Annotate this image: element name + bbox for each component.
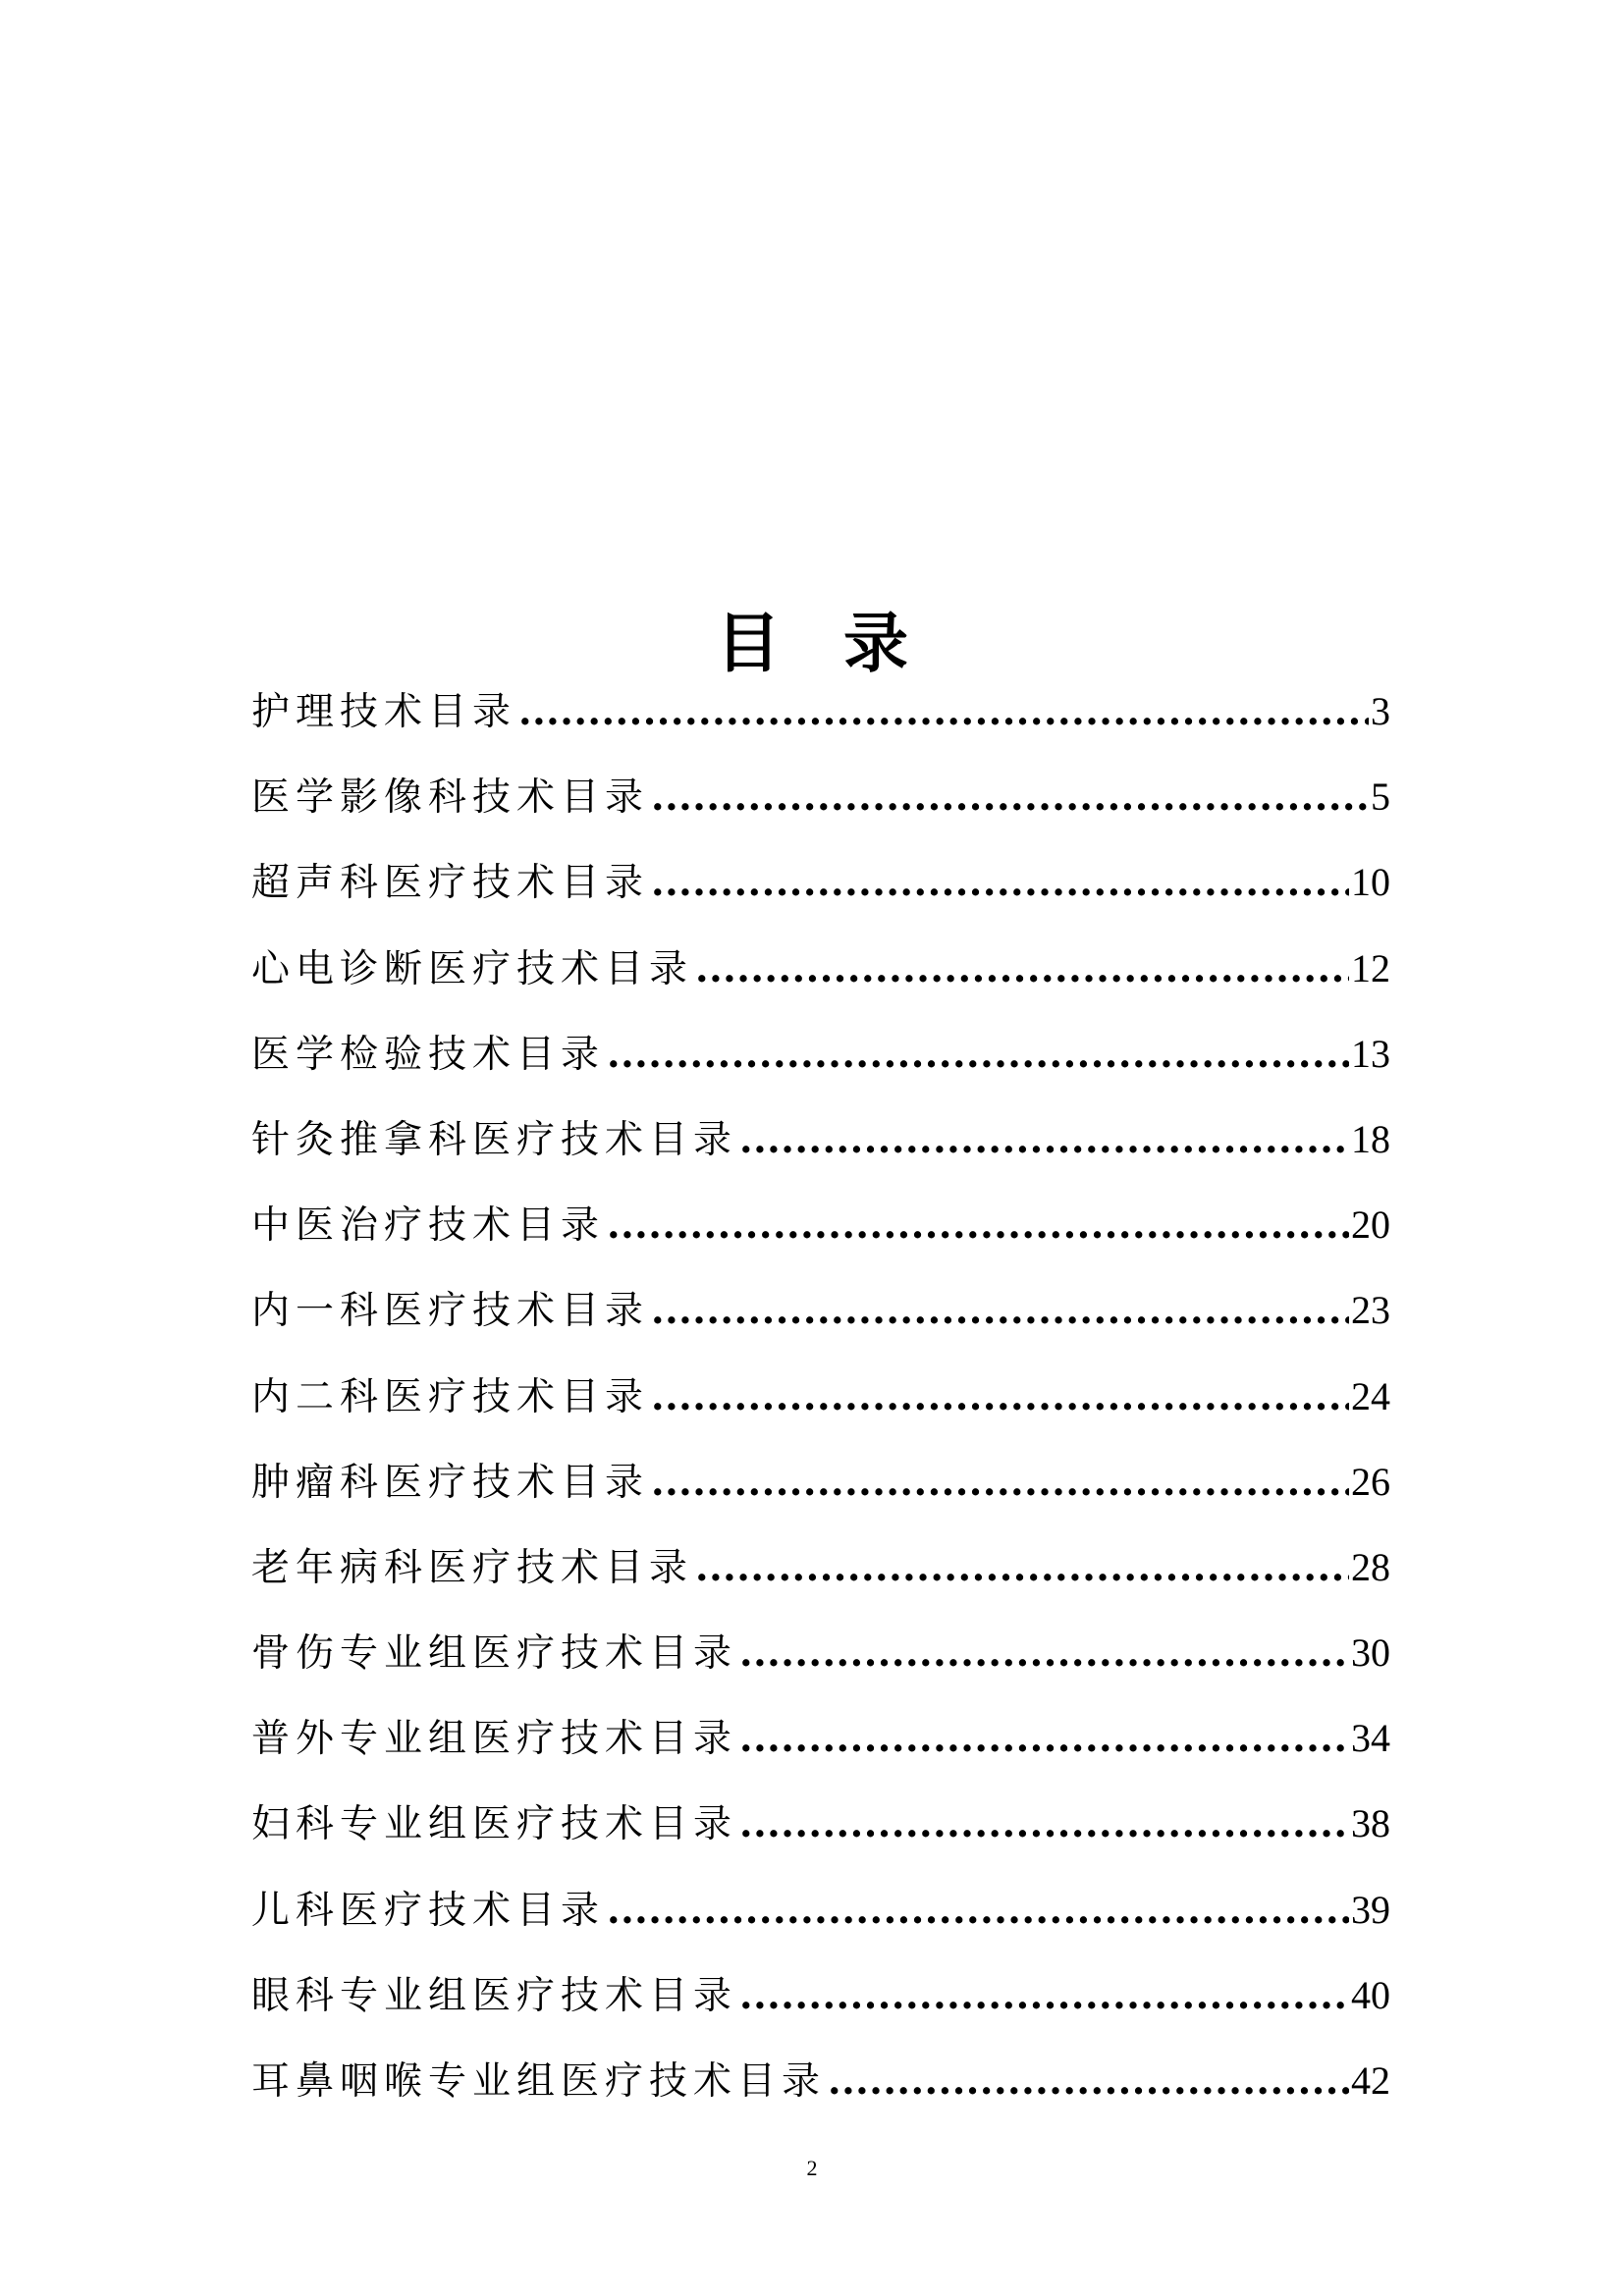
toc-entry-label: 内二科医疗技术目录 <box>251 1374 650 1419</box>
toc-entry[interactable] <box>251 1025 1390 1110</box>
toc-entry[interactable] <box>251 1453 1390 1538</box>
toc-leader-dots <box>739 1709 1349 1768</box>
toc-leader-dots <box>651 768 1369 827</box>
toc-entry-label: 骨伤专业组医疗技术目录 <box>251 1631 738 1677</box>
toc-entry-label: 医学影像科技术目录 <box>251 775 650 821</box>
toc-entry-page: 30 <box>1351 1630 1390 1676</box>
toc-entry[interactable] <box>251 768 1390 853</box>
toc-leader-dots <box>651 1453 1349 1512</box>
toc-entry-label: 护理技术目录 <box>251 690 517 734</box>
toc-entry-label: 针灸推拿科医疗技术目录 <box>251 1117 738 1162</box>
toc-entry-page: 10 <box>1351 860 1390 905</box>
toc-leader-dots <box>607 1881 1349 1940</box>
toc-title: 目录 <box>716 605 971 682</box>
toc-entry[interactable] <box>251 1794 1390 1880</box>
toc-entry-label: 眼科专业组医疗技术目录 <box>251 1973 738 2018</box>
toc-leader-dots <box>739 1966 1349 2025</box>
toc-entry[interactable] <box>251 1196 1390 1281</box>
toc-entry[interactable] <box>251 1281 1390 1366</box>
toc-entry-page: 12 <box>1351 945 1390 990</box>
toc-entry-page: 28 <box>1351 1544 1390 1589</box>
toc-entry-page: 18 <box>1351 1116 1390 1161</box>
toc-entry-label: 中医治疗技术目录 <box>251 1203 606 1249</box>
toc-entry-label: 肿瘤科医疗技术目录 <box>251 1460 650 1505</box>
toc-entry-label: 内一科医疗技术目录 <box>251 1289 650 1334</box>
toc-entry-page: 39 <box>1351 1887 1390 1932</box>
toc-entry-label: 耳鼻咽喉专业组医疗技术目录 <box>251 2059 827 2104</box>
toc-entry-page: 40 <box>1351 1972 1390 2017</box>
toc-entry[interactable] <box>251 939 1390 1025</box>
toc-leader-dots <box>828 2052 1349 2110</box>
toc-leader-dots <box>607 1196 1349 1255</box>
toc-entry-label: 儿科医疗技术目录 <box>251 1888 606 1933</box>
toc-entry[interactable] <box>251 1538 1390 1624</box>
toc-entry-page: 34 <box>1351 1716 1390 1761</box>
toc-entry[interactable] <box>251 1110 1390 1196</box>
toc-leader-dots <box>518 682 1369 741</box>
toc-entry-page: 20 <box>1351 1202 1390 1248</box>
toc-list <box>251 682 1390 2137</box>
toc-entry-page: 24 <box>1351 1373 1390 1418</box>
toc-entry-page: 13 <box>1351 1031 1390 1076</box>
toc-leader-dots <box>739 1794 1349 1853</box>
toc-entry[interactable] <box>251 853 1390 938</box>
toc-entry-label: 超声科医疗技术目录 <box>251 861 650 906</box>
toc-leader-dots <box>651 1367 1349 1426</box>
toc-leader-dots <box>651 1281 1349 1340</box>
toc-leader-dots <box>695 1538 1349 1597</box>
toc-entry-page: 26 <box>1351 1459 1390 1504</box>
toc-entry[interactable] <box>251 1624 1390 1709</box>
toc-entry-label: 普外专业组医疗技术目录 <box>251 1717 738 1762</box>
toc-entry-label: 心电诊断医疗技术目录 <box>251 946 694 991</box>
toc-entry-label: 老年病科医疗技术目录 <box>251 1545 694 1590</box>
toc-entry-page: 38 <box>1351 1801 1390 1846</box>
toc-entry[interactable] <box>251 1881 1390 1966</box>
toc-entry[interactable] <box>251 682 1390 768</box>
toc-leader-dots <box>695 939 1349 998</box>
toc-entry[interactable] <box>251 1966 1390 2052</box>
toc-entry-page: 23 <box>1351 1288 1390 1333</box>
page-number: 2 <box>806 2156 818 2180</box>
toc-leader-dots <box>739 1110 1349 1169</box>
toc-entry[interactable] <box>251 1367 1390 1453</box>
toc-entry[interactable] <box>251 2052 1390 2137</box>
toc-entry-page: 42 <box>1351 2058 1390 2103</box>
toc-leader-dots <box>739 1624 1349 1682</box>
toc-entry[interactable] <box>251 1709 1390 1794</box>
toc-entry-page: 5 <box>1371 774 1390 820</box>
toc-leader-dots <box>651 853 1349 912</box>
toc-entry-label: 医学检验技术目录 <box>251 1032 606 1077</box>
toc-entry-label: 妇科专业组医疗技术目录 <box>251 1802 738 1847</box>
toc-leader-dots <box>607 1025 1349 1084</box>
toc-entry-page: 3 <box>1371 689 1390 733</box>
